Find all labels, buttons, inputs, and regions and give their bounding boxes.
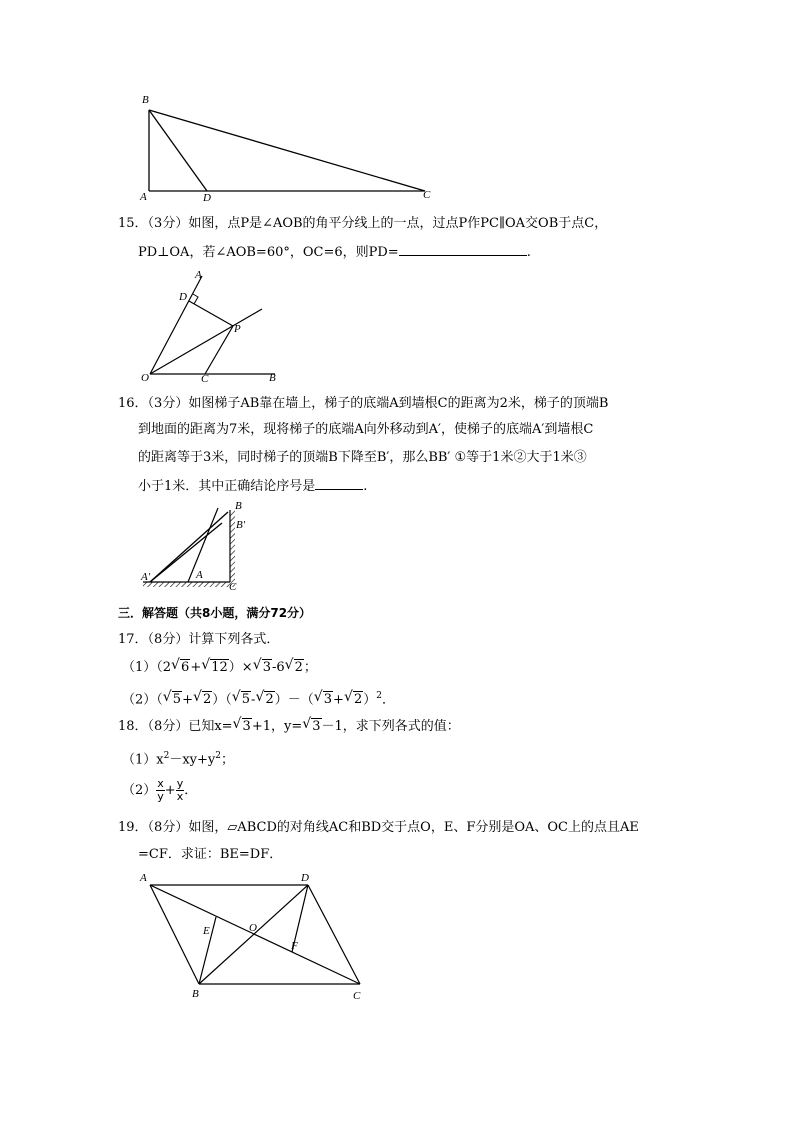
op: + bbox=[190, 660, 202, 675]
radicand: 3 bbox=[312, 719, 321, 734]
q16-line4 bbox=[138, 477, 367, 495]
fig14-label-c: C bbox=[423, 189, 431, 201]
punct: ． bbox=[184, 783, 198, 798]
sqrt: √ 3 bbox=[252, 657, 271, 675]
denominator: y bbox=[157, 790, 164, 803]
q17-p1-prefix: （1）（2 bbox=[122, 660, 172, 675]
q15-end: . bbox=[526, 245, 531, 260]
radicand: 2 bbox=[353, 692, 363, 708]
sqrt: √ 3 bbox=[313, 689, 333, 708]
fig15-label-o: O bbox=[141, 372, 149, 384]
fig19-label-o: O bbox=[249, 922, 257, 934]
fig15-label-d: D bbox=[179, 291, 187, 303]
q15-answer-blank[interactable] bbox=[399, 243, 527, 256]
figure-q15 bbox=[140, 268, 280, 383]
op: ）（ bbox=[212, 692, 232, 708]
sqrt: √ 3 bbox=[232, 716, 251, 734]
op: + bbox=[164, 783, 176, 798]
punct: ． bbox=[381, 692, 395, 708]
fig15-label-a: A bbox=[195, 269, 202, 281]
radicand: 2 bbox=[294, 660, 303, 675]
exponent: 2 bbox=[163, 751, 170, 761]
sqrt: √ 6 bbox=[171, 657, 190, 675]
radicand: 3 bbox=[242, 719, 251, 734]
punct: ； bbox=[221, 752, 235, 768]
sqrt: √ 3 bbox=[302, 716, 321, 734]
radicand: 12 bbox=[211, 660, 228, 675]
q18-p1-b: －xy+y bbox=[169, 752, 216, 768]
fig16-label-b-prime: B′ bbox=[236, 519, 246, 531]
q18-p2-prefix: （2） bbox=[122, 783, 157, 798]
fig19-label-b: B bbox=[192, 988, 199, 1000]
q18-p1-a: （1）x bbox=[122, 752, 164, 768]
q18-stem-a: 18．（8分）已知x= bbox=[118, 719, 233, 734]
radicand: 3 bbox=[323, 692, 333, 708]
radicand: 3 bbox=[262, 660, 271, 675]
exponent: 2 bbox=[215, 751, 221, 761]
sqrt: √ 5 bbox=[231, 689, 251, 708]
radicand: 6 bbox=[181, 660, 190, 675]
sqrt: √ 5 bbox=[162, 689, 182, 708]
op: ） bbox=[363, 692, 377, 708]
q19-line1: 19．（8分）如图，▱ABCD的对角线AC和BD交于点O，E、F分别是OA、OC上的点且AE bbox=[118, 820, 639, 835]
fig16-label-b: B bbox=[235, 500, 242, 512]
q17-stem: 17．（8分）计算下列各式． bbox=[118, 632, 280, 647]
fig16-label-a-prime: A′ bbox=[141, 571, 151, 583]
fig16-label-c: C bbox=[229, 581, 237, 593]
q18-stem bbox=[118, 716, 460, 735]
fraction bbox=[176, 778, 185, 803]
section-3-title: 三．解答题（共8小题，满分72分） bbox=[118, 606, 312, 620]
q16-line1: 16．（3分）如图梯子AB靠在墙上，梯子的底端A到墙根C的距离为2米，梯子的顶端B bbox=[118, 396, 609, 411]
figure-q14 bbox=[130, 90, 450, 205]
sqrt: √ 2 bbox=[255, 689, 274, 708]
fig19-label-c: C bbox=[353, 990, 361, 1002]
op: + bbox=[182, 692, 193, 708]
q18-stem-c: －1，求下列各式的值： bbox=[321, 719, 460, 734]
q16-line3: 的距离等于3米，同时梯子的顶端B下降至B′，那么BB′ ①等于1米②大于1米③ bbox=[138, 450, 587, 465]
op: + bbox=[333, 692, 344, 708]
radicand: 5 bbox=[241, 692, 251, 708]
q15-line2 bbox=[138, 243, 531, 261]
fig19-label-f: F bbox=[291, 940, 298, 952]
radicand: 2 bbox=[265, 692, 274, 708]
fig19-label-e: E bbox=[203, 925, 210, 937]
sqrt: √ 2 bbox=[284, 657, 303, 675]
denominator: x bbox=[176, 790, 184, 803]
fig14-label-d: D bbox=[203, 192, 211, 204]
fig19-label-d: D bbox=[301, 872, 309, 884]
radicand: 5 bbox=[172, 692, 182, 708]
q18-part2 bbox=[122, 776, 197, 806]
q16-line2: 到地面的距离为7米，现将梯子的底端A向外移动到A′，使梯子的底端A′到墙根C bbox=[138, 422, 594, 437]
fig19-label-a: A bbox=[140, 872, 147, 884]
op: ）× bbox=[228, 660, 253, 675]
op: -6 bbox=[271, 660, 285, 675]
radicand: 2 bbox=[202, 692, 212, 708]
fig14-label-b: B bbox=[142, 94, 149, 106]
punct: ； bbox=[303, 660, 317, 675]
sqrt: √ 12 bbox=[201, 657, 228, 675]
q16-line4-text: 小于1米．其中正确结论序号是 bbox=[138, 479, 316, 494]
fig16-label-a: A bbox=[196, 569, 203, 581]
fig15-label-c: C bbox=[201, 373, 209, 385]
numerator: x bbox=[157, 777, 164, 790]
q17-part2 bbox=[122, 688, 395, 708]
fig15-label-p: P bbox=[234, 323, 241, 335]
q17-p2-prefix: （2）（ bbox=[122, 692, 163, 708]
op: ）－（ bbox=[274, 692, 314, 708]
sqrt: √ 2 bbox=[343, 689, 363, 708]
q17-part1 bbox=[122, 657, 317, 676]
q16-answer-blank[interactable] bbox=[315, 477, 363, 490]
q18-part1 bbox=[122, 748, 234, 768]
q15-line1: 15．（3分）如图，点P是∠AOB的角平分线上的一点，过点P作PC∥OA交OB于点C， bbox=[118, 216, 608, 231]
fraction bbox=[156, 778, 165, 803]
op: - bbox=[251, 692, 256, 708]
sqrt: √ 2 bbox=[192, 689, 212, 708]
fig15-label-b: B bbox=[269, 372, 276, 384]
q18-stem-b: +1，y= bbox=[251, 719, 303, 734]
q16-end: . bbox=[363, 479, 368, 494]
q19-line2: =CF．求证：BE=DF． bbox=[138, 847, 283, 862]
numerator: y bbox=[176, 777, 184, 790]
exponent: 2 bbox=[376, 691, 382, 701]
q15-line2-text: PD⊥OA，若∠AOB=60°，OC=6，则PD= bbox=[138, 245, 399, 260]
fig14-label-a: A bbox=[140, 191, 147, 203]
